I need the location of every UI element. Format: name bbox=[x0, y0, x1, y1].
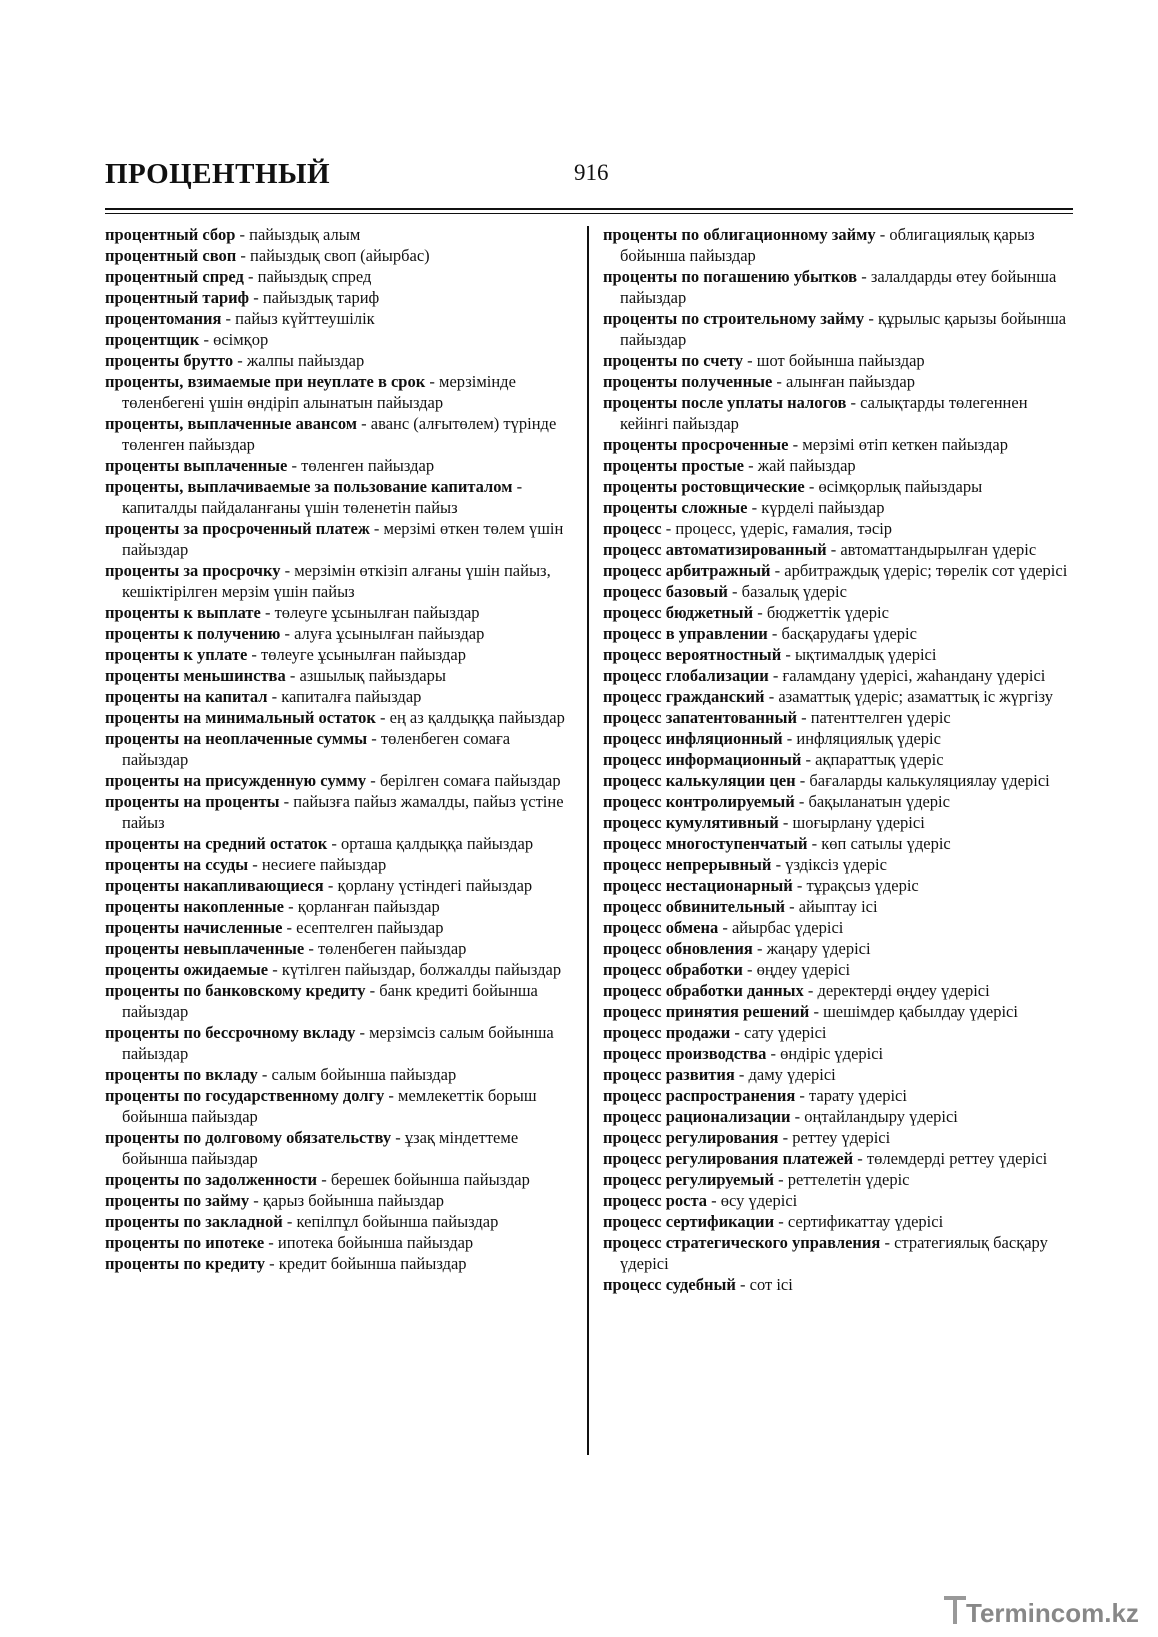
entry-translation: азшылық пайыздары bbox=[299, 666, 446, 685]
entry-term: проценты по облигационному займу bbox=[603, 225, 876, 244]
entry-term: проценты по банковскому кредиту bbox=[105, 981, 366, 1000]
entry-term: проценты по задолженности bbox=[105, 1170, 318, 1189]
page-number: 916 bbox=[574, 160, 609, 185]
entry-term: процесс бюджетный bbox=[603, 603, 754, 622]
dictionary-entry: проценты по погашению убытков - залалдарды өтеу бойынша пайыздар bbox=[603, 267, 1057, 307]
dictionary-entry: процесс арбитражный - арбитраждық үдеріс; төрелік сот үдерісі bbox=[603, 561, 1068, 580]
entry-translation: алуға ұсынылған пайыздар bbox=[294, 624, 485, 643]
entry-translation: процесс, үдеріс, ғамалия, тәсір bbox=[675, 519, 893, 538]
entry-term: процесс непрерывный bbox=[603, 855, 772, 874]
entry-translation: облигациялық қарыз бойынша пайыздар bbox=[620, 225, 1035, 265]
dictionary-entry: процесс контролируемый - бақыланатын үдеріс bbox=[603, 792, 950, 811]
entry-translation: пайыздық спред bbox=[257, 267, 372, 286]
dictionary-entry: процентный спред - пайыздық спред bbox=[105, 267, 372, 286]
dictionary-entry: проценты после уплаты налогов - салықтарды төлегеннен кейінгі пайыздар bbox=[603, 393, 1028, 433]
entry-translation: патенттелген үдеріс bbox=[810, 708, 951, 727]
entry-translation: мерзімінде төленбегені үшін өндіріп алынатын пайыздар bbox=[122, 372, 516, 412]
dictionary-entry: процесс сертификации - сертификаттау үдерісі bbox=[603, 1212, 944, 1231]
entry-term: процесс вероятностный bbox=[603, 645, 782, 664]
entry-translation: бюджеттік үдеріс bbox=[766, 603, 889, 622]
dictionary-entry: процесс кумулятивный - шоғырлану үдерісі bbox=[603, 813, 925, 832]
entry-translation: ақпараттық үдеріс bbox=[815, 750, 944, 769]
entry-translation: залалдарды өтеу бойынша пайыздар bbox=[620, 267, 1057, 307]
dictionary-entry: проценты, выплаченные авансом - аванс (алғытөлем) түрінде төленген пайыздар bbox=[105, 414, 557, 454]
dictionary-entry: процесс калькуляции цен - бағаларды калькуляциялау үдерісі bbox=[603, 771, 1050, 790]
dictionary-entry: проценты по бессрочному вкладу - мерзімсіз салым бойынша пайыздар bbox=[105, 1023, 554, 1063]
entry-translation: пайыздық тариф bbox=[262, 288, 380, 307]
dictionary-entry: процесс обвинительный - айыптау ісі bbox=[603, 897, 878, 916]
entry-term: проценты на присужденную сумму bbox=[105, 771, 367, 790]
entry-translation: сату үдерісі bbox=[744, 1023, 827, 1042]
entry-translation: есептелген пайыздар bbox=[296, 918, 444, 937]
dictionary-entry: процесс инфляционный - инфляциялық үдеріс bbox=[603, 729, 941, 748]
entry-term: проценты брутто bbox=[105, 351, 234, 370]
dictionary-entry: процесс распространения - тарату үдерісі bbox=[603, 1086, 907, 1105]
dictionary-entry: проценты по ипотеке - ипотека бойынша пайыздар bbox=[105, 1233, 474, 1252]
entry-translation: шот бойынша пайыздар bbox=[756, 351, 925, 370]
entry-term: проценты начисленные bbox=[105, 918, 283, 937]
entry-term: проценты к выплате bbox=[105, 603, 261, 622]
dictionary-entry: проценты, выплачиваемые за пользование капиталом - капиталды пайдаланғаны үшін төленетін пайыз bbox=[105, 477, 523, 517]
entry-translation: қорланған пайыздар bbox=[297, 897, 440, 916]
entry-term: процесс bbox=[603, 519, 662, 538]
entry-term: проценты простые bbox=[603, 456, 744, 475]
dictionary-entry: процесс развития - даму үдерісі bbox=[603, 1065, 836, 1084]
entry-term: проценты накапливающиеся bbox=[105, 876, 324, 895]
dictionary-entry: процесс непрерывный - үздіксіз үдеріс bbox=[603, 855, 887, 874]
entry-translation: өсімқор bbox=[213, 330, 269, 349]
entry-term: процесс калькуляции цен bbox=[603, 771, 796, 790]
entry-translation: капиталды пайдаланғаны үшін төленетін пайыз bbox=[122, 498, 458, 517]
entry-term: процесс развития bbox=[603, 1065, 735, 1084]
entry-term: процесс инфляционный bbox=[603, 729, 783, 748]
dictionary-entry: проценты полученные - алынған пайыздар bbox=[603, 372, 915, 391]
entry-translation: тұрақсыз үдеріс bbox=[806, 876, 919, 895]
dictionary-entry: процесс информационный - ақпараттық үдеріс bbox=[603, 750, 944, 769]
dictionary-entry: проценты ожидаемые - күтілген пайыздар, болжалды пайыздар bbox=[105, 960, 562, 979]
dictionary-entry: проценты ростовщические - өсімқорлық пайыздары bbox=[603, 477, 983, 496]
dictionary-entry: процесс автоматизированный - автоматтандырылған үдеріс bbox=[603, 540, 1037, 559]
dictionary-entry: проценты простые - жай пайыздар bbox=[603, 456, 856, 475]
dictionary-entry: процесс обработки - өңдеу үдерісі bbox=[603, 960, 851, 979]
entry-term: проценты по погашению убытков bbox=[603, 267, 858, 286]
entry-translation: күтілген пайыздар, болжалды пайыздар bbox=[281, 960, 562, 979]
entry-translation: шешімдер қабылдау үдерісі bbox=[823, 1002, 1018, 1021]
entry-translation: өсу үдерісі bbox=[720, 1191, 798, 1210]
entry-term: процесс обработки bbox=[603, 960, 743, 979]
dictionary-entry: проценты на ссуды - несиеге пайыздар bbox=[105, 855, 387, 874]
entry-term: проценты на ссуды bbox=[105, 855, 249, 874]
entry-term: проценты по государственному долгу bbox=[105, 1086, 385, 1105]
dictionary-entry: процесс обработки данных - деректерді өңдеу үдерісі bbox=[603, 981, 990, 1000]
entry-term: процентщик bbox=[105, 330, 200, 349]
dictionary-entry: процесс глобализации - ғаламдану үдерісі, жаһандану үдерісі bbox=[603, 666, 1046, 685]
entry-translation: қорлану үстіндегі пайыздар bbox=[337, 876, 533, 895]
entry-term: процентный своп bbox=[105, 246, 237, 265]
entry-term: процесс продажи bbox=[603, 1023, 731, 1042]
entry-translation: азаматтық үдеріс; азаматтық іс жүргізу bbox=[778, 687, 1053, 706]
dictionary-entry: процесс регулирования платежей - төлемдерді реттеу үдерісі bbox=[603, 1149, 1048, 1168]
entry-translation: қарыз бойынша пайыздар bbox=[262, 1191, 445, 1210]
dictionary-entry: процесс нестационарный - тұрақсыз үдеріс bbox=[603, 876, 919, 895]
entry-term: процесс базовый bbox=[603, 582, 728, 601]
entry-translation: базалық үдеріс bbox=[741, 582, 847, 601]
entry-translation: айыптау ісі bbox=[798, 897, 878, 916]
dictionary-entry: проценты невыплаченные - төленбеген пайыздар bbox=[105, 939, 467, 958]
entry-term: проценты просроченные bbox=[603, 435, 789, 454]
dictionary-entry: проценты по займу - қарыз бойынша пайыздар bbox=[105, 1191, 445, 1210]
dictionary-entry: процесс продажи - сату үдерісі bbox=[603, 1023, 827, 1042]
dictionary-entry: процесс многоступенчатый - көп сатылы үдеріс bbox=[603, 834, 951, 853]
entry-translation: ғаламдану үдерісі, жаһандану үдерісі bbox=[782, 666, 1046, 685]
entry-term: процесс гражданский bbox=[603, 687, 765, 706]
entry-translation: деректерді өңдеу үдерісі bbox=[817, 981, 990, 1000]
entry-translation: берешек бойынша пайыздар bbox=[330, 1170, 530, 1189]
dictionary-entry: проценты на неоплаченные суммы - төленбеген сомаға пайыздар bbox=[105, 729, 511, 769]
dictionary-entry: проценты по государственному долгу - мемлекеттік борыш бойынша пайыздар bbox=[105, 1086, 537, 1126]
entry-term: процесс регулируемый bbox=[603, 1170, 774, 1189]
entry-term: проценты, выплаченные авансом bbox=[105, 414, 358, 433]
entry-translation: төлеуге ұсынылған пайыздар bbox=[274, 603, 480, 622]
dictionary-entry: проценты по банковскому кредиту - банк кредиті бойынша пайыздар bbox=[105, 981, 538, 1021]
entry-term: процентный сбор bbox=[105, 225, 236, 244]
entry-term: процесс производства bbox=[603, 1044, 767, 1063]
dictionary-entry: проценты на капитал - капиталға пайыздар bbox=[105, 687, 422, 706]
dictionary-entry: проценты начисленные - есептелген пайыздар bbox=[105, 918, 444, 937]
entry-term: процесс в управлении bbox=[603, 624, 768, 643]
dictionary-entry: проценты к получению - алуға ұсынылған пайыздар bbox=[105, 624, 485, 643]
entry-term: проценты невыплаченные bbox=[105, 939, 305, 958]
entry-term: процесс нестационарный bbox=[603, 876, 793, 895]
dictionary-entry: проценты на минимальный остаток - ең аз қалдыққа пайыздар bbox=[105, 708, 565, 727]
entry-translation: стратегиялық басқару үдерісі bbox=[620, 1233, 1048, 1273]
dictionary-entry: проценты по строительному займу - құрылыс қарызы бойынша пайыздар bbox=[603, 309, 1067, 349]
entry-translation: айырбас үдерісі bbox=[731, 918, 844, 937]
dictionary-entry: проценты к выплате - төлеуге ұсынылған пайыздар bbox=[105, 603, 480, 622]
dictionary-entry: проценты просроченные - мерзімі өтіп кеткен пайыздар bbox=[603, 435, 1009, 454]
entry-term: процесс арбитражный bbox=[603, 561, 771, 580]
entry-term: процесс обновления bbox=[603, 939, 753, 958]
dictionary-entry: проценты на проценты - пайызға пайыз жамалды, пайыз үстіне пайыз bbox=[105, 792, 564, 832]
dictionary-entry: процесс базовый - базалық үдеріс bbox=[603, 582, 847, 601]
entry-term: проценты по долговому обязательству bbox=[105, 1128, 392, 1147]
entry-translation: кредит бойынша пайыздар bbox=[278, 1254, 467, 1273]
logo-text-part1: Termincom.kz bbox=[966, 1598, 1139, 1628]
entry-term: процесс обмена bbox=[603, 918, 719, 937]
entry-translation: жай пайыздар bbox=[757, 456, 856, 475]
dictionary-entry: проценты к уплате - төлеуге ұсынылған пайыздар bbox=[105, 645, 467, 664]
dictionary-entry: процесс гражданский - азаматтық үдеріс; азаматтық іс жүргізу bbox=[603, 687, 1053, 706]
entry-term: проценты ростовщические bbox=[603, 477, 805, 496]
entry-term: процесс многоступенчатый bbox=[603, 834, 808, 853]
dictionary-entry: процентомания - пайыз күйттеушілік bbox=[105, 309, 375, 328]
entry-term: проценты по кредиту bbox=[105, 1254, 266, 1273]
entry-term: проценты по займу bbox=[105, 1191, 250, 1210]
entry-term: проценты полученные bbox=[603, 372, 773, 391]
entry-translation: капиталға пайыздар bbox=[281, 687, 422, 706]
dictionary-entry: проценты за просрочку - мерзімін өткізіп алғаны үшін пайыз, кешіктірілген мерзім үшін пайыз bbox=[105, 561, 551, 601]
dictionary-entry: проценты по вкладу - салым бойынша пайыздар bbox=[105, 1065, 457, 1084]
entry-term: процесс обвинительный bbox=[603, 897, 785, 916]
dictionary-entry: процесс роста - өсу үдерісі bbox=[603, 1191, 798, 1210]
entry-term: процентомания bbox=[105, 309, 222, 328]
dictionary-entry: процесс стратегического управления - стратегиялық басқару үдерісі bbox=[603, 1233, 1048, 1273]
entry-term: процесс судебный bbox=[603, 1275, 736, 1294]
entry-term: процесс роста bbox=[603, 1191, 708, 1210]
dictionary-entry: процесс принятия решений - шешімдер қабылдау үдерісі bbox=[603, 1002, 1018, 1021]
entry-term: проценты по закладной bbox=[105, 1212, 283, 1231]
entry-term: проценты по строительному займу bbox=[603, 309, 865, 328]
entry-translation: инфляциялық үдеріс bbox=[796, 729, 941, 748]
entry-term: процесс информационный bbox=[603, 750, 802, 769]
entry-translation: пайыздық своп (айырбас) bbox=[250, 246, 430, 265]
entry-translation: төленбеген пайыздар bbox=[317, 939, 467, 958]
entry-term: проценты на проценты bbox=[105, 792, 280, 811]
dictionary-entry: процесс запатентованный - патенттелген үдеріс bbox=[603, 708, 951, 727]
entry-translation: мемлекеттік борыш бойынша пайыздар bbox=[122, 1086, 537, 1126]
entry-term: проценты к получению bbox=[105, 624, 281, 643]
entry-translation: құрылыс қарызы бойынша пайыздар bbox=[620, 309, 1067, 349]
dictionary-entry: процесс регулирования - реттеу үдерісі bbox=[603, 1128, 891, 1147]
entry-translation: үздіксіз үдеріс bbox=[785, 855, 887, 874]
dictionary-entry: процесс регулируемый - реттелетін үдеріс bbox=[603, 1170, 910, 1189]
entry-term: процесс распространения bbox=[603, 1086, 796, 1105]
entry-term: проценты по вкладу bbox=[105, 1065, 258, 1084]
entry-translation: бағаларды калькуляциялау үдерісі bbox=[809, 771, 1050, 790]
entry-term: проценты на неоплаченные суммы bbox=[105, 729, 368, 748]
entry-translation: автоматтандырылған үдеріс bbox=[840, 540, 1037, 559]
entry-translation: оңтайландыру үдерісі bbox=[804, 1107, 958, 1126]
dictionary-entry: процесс обновления - жаңару үдерісі bbox=[603, 939, 871, 958]
entry-term: проценты сложные bbox=[603, 498, 748, 517]
dictionary-entry: процентный сбор - пайыздық алым bbox=[105, 225, 361, 244]
entry-term: проценты на средний остаток bbox=[105, 834, 328, 853]
entry-translation: салықтарды төлегеннен кейінгі пайыздар bbox=[620, 393, 1028, 433]
dictionary-entry: процесс в управлении - басқарудағы үдеріс bbox=[603, 624, 917, 643]
entry-term: процесс сертификации bbox=[603, 1212, 775, 1231]
entry-translation: даму үдерісі bbox=[748, 1065, 836, 1084]
entry-translation: пайызға пайыз жамалды, пайыз үстіне пайыз bbox=[122, 792, 564, 832]
dictionary-entry: процесс - процесс, үдеріс, ғамалия, тәсір bbox=[603, 519, 893, 538]
dictionary-entry: процесс обмена - айырбас үдерісі bbox=[603, 918, 844, 937]
entry-translation: берілген сомаға пайыздар bbox=[379, 771, 561, 790]
entry-term: проценты на капитал bbox=[105, 687, 268, 706]
entry-translation: төленбеген сомаға пайыздар bbox=[122, 729, 511, 769]
dictionary-entry: процесс рационализации - оңтайландыру үдерісі bbox=[603, 1107, 958, 1126]
dictionary-entry: проценты накапливающиеся - қорлану үстіндегі пайыздар bbox=[105, 876, 533, 895]
entry-term: проценты по счету bbox=[603, 351, 744, 370]
entry-term: процесс рационализации bbox=[603, 1107, 791, 1126]
dictionary-entry: процесс бюджетный - бюджеттік үдеріс bbox=[603, 603, 889, 622]
entry-term: проценты, взимаемые при неуплате в срок bbox=[105, 372, 426, 391]
entry-translation: мерзімі өтіп кеткен пайыздар bbox=[802, 435, 1009, 454]
entry-term: проценты меньшинства bbox=[105, 666, 286, 685]
dictionary-entry: проценты, взимаемые при неуплате в срок - мерзімінде төленбегені үшін өндіріп алынатын пайыздар bbox=[105, 372, 516, 412]
right-column bbox=[603, 224, 1075, 1295]
logo-t-icon bbox=[944, 1596, 966, 1624]
entry-translation: шоғырлану үдерісі bbox=[792, 813, 925, 832]
entry-term: проценты после уплаты налогов bbox=[603, 393, 847, 412]
entry-translation: төленген пайыздар bbox=[301, 456, 435, 475]
dictionary-entry: проценты по облигационному займу - облигациялық қарыз бойынша пайыздар bbox=[603, 225, 1035, 265]
entry-translation: күрделі пайыздар bbox=[761, 498, 885, 517]
entry-translation: мерзімін өткізіп алғаны үшін пайыз, кешіктірілген мерзім үшін пайыз bbox=[122, 561, 551, 601]
entry-term: процесс кумулятивный bbox=[603, 813, 779, 832]
dictionary-entry: процентный своп - пайыздық своп (айырбас) bbox=[105, 246, 430, 265]
dictionary-entry: проценты за просроченный платеж - мерзімі өткен төлем үшін пайыздар bbox=[105, 519, 564, 559]
entry-translation: кепілпұл бойынша пайыздар bbox=[296, 1212, 499, 1231]
entry-translation: сертификаттау үдерісі bbox=[787, 1212, 944, 1231]
entry-translation: мерзімсіз салым бойынша пайыздар bbox=[122, 1023, 554, 1063]
dictionary-entry: проценты на присужденную сумму - берілген сомаға пайыздар bbox=[105, 771, 561, 790]
entry-translation: ықтималдық үдерісі bbox=[794, 645, 937, 664]
entry-translation: бақыланатын үдеріс bbox=[808, 792, 950, 811]
entry-term: процесс обработки данных bbox=[603, 981, 804, 1000]
left-column bbox=[105, 224, 577, 1274]
entry-term: проценты выплаченные bbox=[105, 456, 288, 475]
entry-translation: пайыз күйттеушілік bbox=[235, 309, 375, 328]
entry-term: процесс контролируемый bbox=[603, 792, 795, 811]
entry-term: процесс стратегического управления bbox=[603, 1233, 881, 1252]
entry-translation: сот ісі bbox=[749, 1275, 793, 1294]
column-divider bbox=[587, 226, 589, 1455]
dictionary-entry: процентщик - өсімқор bbox=[105, 330, 269, 349]
header-rule-thick bbox=[105, 208, 1073, 210]
entry-translation: орташа қалдыққа пайыздар bbox=[340, 834, 534, 853]
entry-translation: ұзақ міндеттеме бойынша пайыздар bbox=[122, 1128, 519, 1168]
entry-translation: ипотека бойынша пайыздар bbox=[277, 1233, 474, 1252]
entry-translation: банк кредиті бойынша пайыздар bbox=[122, 981, 538, 1021]
entry-translation: пайыздық алым bbox=[249, 225, 361, 244]
entry-term: проценты по ипотеке bbox=[105, 1233, 265, 1252]
dictionary-entry: проценты брутто - жалпы пайыздар bbox=[105, 351, 365, 370]
entry-term: процесс глобализации bbox=[603, 666, 769, 685]
dictionary-entry: проценты меньшинства - азшылық пайыздары bbox=[105, 666, 446, 685]
entry-translation: реттелетін үдеріс bbox=[787, 1170, 910, 1189]
dictionary-entry: проценты выплаченные - төленген пайыздар bbox=[105, 456, 435, 475]
entry-translation: алынған пайыздар bbox=[786, 372, 915, 391]
dictionary-entry: проценты сложные - күрделі пайыздар bbox=[603, 498, 885, 517]
entry-term: процесс автоматизированный bbox=[603, 540, 827, 559]
dictionary-entry: проценты по кредиту - кредит бойынша пайыздар bbox=[105, 1254, 467, 1273]
entry-term: проценты за просроченный платеж bbox=[105, 519, 370, 538]
entry-translation: басқарудағы үдеріс bbox=[781, 624, 917, 643]
entry-translation: көп сатылы үдеріс bbox=[821, 834, 951, 853]
entry-term: проценты к уплате bbox=[105, 645, 248, 664]
entry-translation: төлеуге ұсынылған пайыздар bbox=[261, 645, 467, 664]
entry-translation: мерзімі өткен төлем үшін пайыздар bbox=[122, 519, 564, 559]
entry-term: проценты, выплачиваемые за пользование капиталом bbox=[105, 477, 513, 496]
entry-term: проценты ожидаемые bbox=[105, 960, 269, 979]
entry-term: проценты на минимальный остаток bbox=[105, 708, 376, 727]
dictionary-entry: проценты накопленные - қорланған пайыздар bbox=[105, 897, 440, 916]
entry-term: процентный тариф bbox=[105, 288, 250, 307]
dictionary-entry: процесс вероятностный - ықтималдық үдерісі bbox=[603, 645, 937, 664]
entry-term: проценты накопленные bbox=[105, 897, 284, 916]
entry-translation: жаңару үдерісі bbox=[766, 939, 871, 958]
entry-translation: несиеге пайыздар bbox=[261, 855, 387, 874]
dictionary-entry: процентный тариф - пайыздық тариф bbox=[105, 288, 380, 307]
entry-translation: реттеу үдерісі bbox=[792, 1128, 891, 1147]
termincom-logo[interactable] bbox=[942, 1590, 1152, 1630]
dictionary-entry: процесс производства - өндіріс үдерісі bbox=[603, 1044, 884, 1063]
entry-term: процесс запатентованный bbox=[603, 708, 797, 727]
entry-translation: өндіріс үдерісі bbox=[780, 1044, 884, 1063]
entry-term: процентный спред bbox=[105, 267, 244, 286]
entry-translation: ең аз қалдыққа пайыздар bbox=[389, 708, 565, 727]
header-rule-thin bbox=[105, 213, 1073, 214]
dictionary-entry: проценты по счету - шот бойынша пайыздар bbox=[603, 351, 925, 370]
entry-term: процесс регулирования платежей bbox=[603, 1149, 854, 1168]
entry-translation: өңдеу үдерісі bbox=[756, 960, 851, 979]
dictionary-entry: проценты по закладной - кепілпұл бойынша пайыздар bbox=[105, 1212, 499, 1231]
entry-translation: аванс (алғытөлем) түрінде төленген пайыздар bbox=[122, 414, 557, 454]
dictionary-entry: процесс судебный - сот ісі bbox=[603, 1275, 793, 1294]
entry-translation: салым бойынша пайыздар bbox=[271, 1065, 457, 1084]
dictionary-entry: проценты на средний остаток - орташа қалдыққа пайыздар bbox=[105, 834, 534, 853]
entry-term: проценты за просрочку bbox=[105, 561, 281, 580]
entry-term: процесс принятия решений bbox=[603, 1002, 810, 1021]
dictionary-entry: проценты по задолженности - берешек бойынша пайыздар bbox=[105, 1170, 530, 1189]
entry-term: проценты по бессрочному вкладу bbox=[105, 1023, 356, 1042]
entry-translation: өсімқорлық пайыздары bbox=[818, 477, 983, 496]
entry-translation: тарату үдерісі bbox=[809, 1086, 907, 1105]
entry-term: процесс регулирования bbox=[603, 1128, 779, 1147]
entry-translation: жалпы пайыздар bbox=[246, 351, 365, 370]
entry-translation: төлемдерді реттеу үдерісі bbox=[866, 1149, 1048, 1168]
page-title: ПРОЦЕНТНЫЙ bbox=[105, 158, 331, 190]
dictionary-entry: проценты по долговому обязательству - ұзақ міндеттеме бойынша пайыздар bbox=[105, 1128, 519, 1168]
entry-translation: арбитраждық үдеріс; төрелік сот үдерісі bbox=[784, 561, 1068, 580]
